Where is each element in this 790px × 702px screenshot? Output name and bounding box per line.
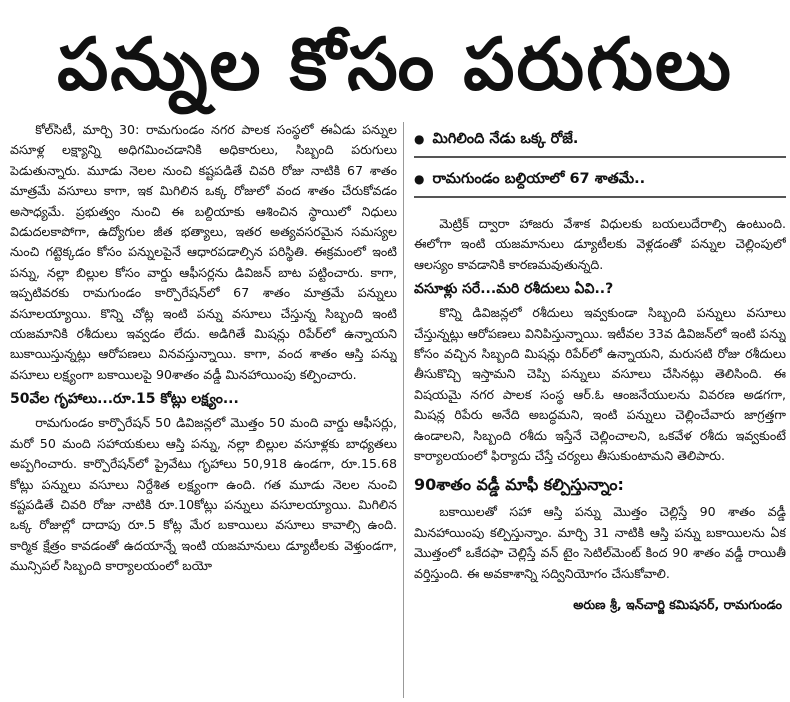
divider [414, 196, 786, 198]
divider [414, 156, 786, 158]
bullet-icon: ● [414, 132, 425, 146]
article-paragraph: కొన్ని డివిజన్లలో రశీదులు ఇవ్వకుండా సిబ్బంది పన్నులు వసూలు చేస్తున్నట్లు ఆరోపణలు వినిపిస్తున్నాయి. ఇటీవల 33వ డివిజన్‌లో ఇంటి పన్ను కోసం వచ్చిన సిబ్బంది మిషన్లు రిపేర్‌లో ఉన్నాయని, మరుసటి రోజు రశీదులు తీసుకొచ్చి ఇస్తామని చెప్పి పన్నులు వసూలు చేసినట్లు తెలిసింది. ఈ విషయమై నగర పాలక సంస్థ ఆర్.ఓ ఆంజనేయులను వివరణ అడగగా, మిషన్ల రిపేరు అనేది అబద్ధమని, ఇంటి పన్నులు చెల్లించేవారు జాగ్రత్తగా ఉండాలని, సిబ్బంది రశీదు ఇస్తేనే చెల్లించాలని, ఒకవేళ రశీదు ఇవ్వకుంటే కార్యాలయంలో ఫిర్యాదు చేస్తే చర్యలు తీసుకుంటామని తెలిపారు. [414, 305, 786, 464]
article-paragraph: బకాయిలతో సహా ఆస్తి పన్ను మొత్తం చెల్లిస్తే 90 శాతం వడ్డీ మినహాయింపు కల్పిస్తున్నాం. మార్చి 31 నాటికి ఆస్తి పన్ను బకాయిలను ఏక మొత్తంలో ఒకేదఫా చెల్లిస్తే వన్ టైం సెటిల్‌మెంట్ కింద 90 శాతం వడ్డీ రాయితీ వర్తిస్తుంది. ఈ అవకాశాన్ని సద్వినియోగం చేసుకోవాలి. [414, 504, 786, 581]
bullet-text: రామగుండం బల్దియాలో 67 శాతమే.. [432, 171, 646, 187]
headline: పన్నుల కోసం పరుగులు [57, 22, 733, 106]
bullet-text: మిగిలింది నేడు ఒక్క రోజే. [432, 131, 579, 147]
bullet-icon: ● [414, 172, 425, 186]
column-divider [403, 122, 404, 698]
highlight-bullet [414, 120, 786, 156]
right-column [414, 120, 786, 700]
left-column [10, 120, 397, 700]
highlight-bullet [414, 160, 786, 196]
section-subhead: 90శాతం వడ్డీ మాఫీ కల్పిస్తున్నాం: [414, 475, 624, 495]
article-paragraph: మెట్రిక్ ద్వారా హాజరు వేశాక విధులకు బయలుదేరాల్సి ఉంటుంది. ఈలోగా ఇంటి యజమానులు డ్యూటీలకు వెళ్లడంతో పన్నుల చెల్లింపులో ఆలస్యం కావడానికి కారణమవుతున్నది. [414, 216, 786, 272]
section-subhead: వసూళ్లు సరే...మరి రశీదులు ఏవి..? [414, 281, 614, 298]
byline: అరుణ శ్రీ, ఇన్‌చార్జి కమిషనర్, రామగుండం [573, 597, 782, 613]
section-subhead: 50వేల గృహాలు...రూ.15 కోట్లు లక్ష్యం... [10, 391, 239, 408]
article-paragraph: కోల్‌సిటీ, మార్చి 30: రామగుండం నగర పాలక సంస్థలో ఈఏడు పన్నుల వసూళ్ల లక్ష్యాన్ని అధిగమించడానికి అధికారులు, సిబ్బంది పరుగులు పెడుతున్నారు. మూడు నెలల నుంచి కష్టపడితే చివరి రోజు నాటికి 67 శాతం మాత్రమే వసూలు కాగా, ఇక మిగిలిన ఒక్క రోజులో వంద శాతం చేరుకోవడం అసాధ్యమే. ప్రభుత్వం నుంచి ఈ బల్దియాకు ఆశించిన స్థాయిలో నిధులు విడుదలకాపోగా, ఉద్యోగుల జీత భత్యాలు, ఇతర అత్యవసరమైన సమస్యల నుంచి గట్టెక్కడం కోసం పన్నులపైనే ఆధారపడాల్సిన పరిస్థితి. ఈక్రమంలో ఇంటి పన్ను, నల్లా బిల్లుల కోసం వార్డు ఆఫీసర్లను డివిజన్ బాట పట్టించారు. కాగా, ఇప్పటివరకు రామగుండం కార్పొరేషన్‌లో 67 శాతం మాత్రమే పన్నులు వసూలయ్యాయి. కొన్ని చోట్ల ఇంటి పన్ను వసూలు చేస్తున్న సిబ్బంది ఇంటి యజమానికి రశీదులు ఇవ్వడం లేదు. అడిగితే మిషన్లు రిపేర్‌లో ఉన్నాయని బుకాయిస్తున్నట్లు ఆరోపణలు వినవస్తున్నాయి. కాగా, వంద శాతం ఆస్తి పన్ను వసూలు లక్ష్యంగా బకాయిలపై 90శాతం వడ్డీ మినహాయింపు కల్పించారు. [10, 122, 397, 382]
article-paragraph: రామగుండం కార్పొరేషన్ 50 డివిజన్లలో మొత్తం 50 మంది వార్డు ఆఫీసర్లు, మరో 50 మంది సహాయకులు ఆస్తి పన్ను, నల్లా బిల్లుల వసూళ్లకు బాధ్యతలు అప్పగించారు. కార్పొరేషన్‌లో ప్రైవేటు గృహాలు 50,918 ఉండగా, రూ.15.68 కోట్లు పన్నులు వసూలు నిర్దేశిత లక్ష్యంగా ఉంది. గత మూడు నెలల నుంచి కష్టపడితే చివరి రోజు నాటికి రూ.10కోట్లు పన్నులు వసూలయ్యాయి. మిగిలిన ఒక్క రోజుల్లో దాదాపు రూ.5 కోట్ల మేర బకాయిలు వసూలు కావాల్సి ఉంది. కార్మిక క్షేత్రం కావడంతో ఉదయాన్నే ఇంటి యజమానులు డ్యూటీలకు వెళ్తుండగా, మున్సిపల్ సిబ్బంది కార్యాలయంలో బయో [10, 415, 397, 574]
